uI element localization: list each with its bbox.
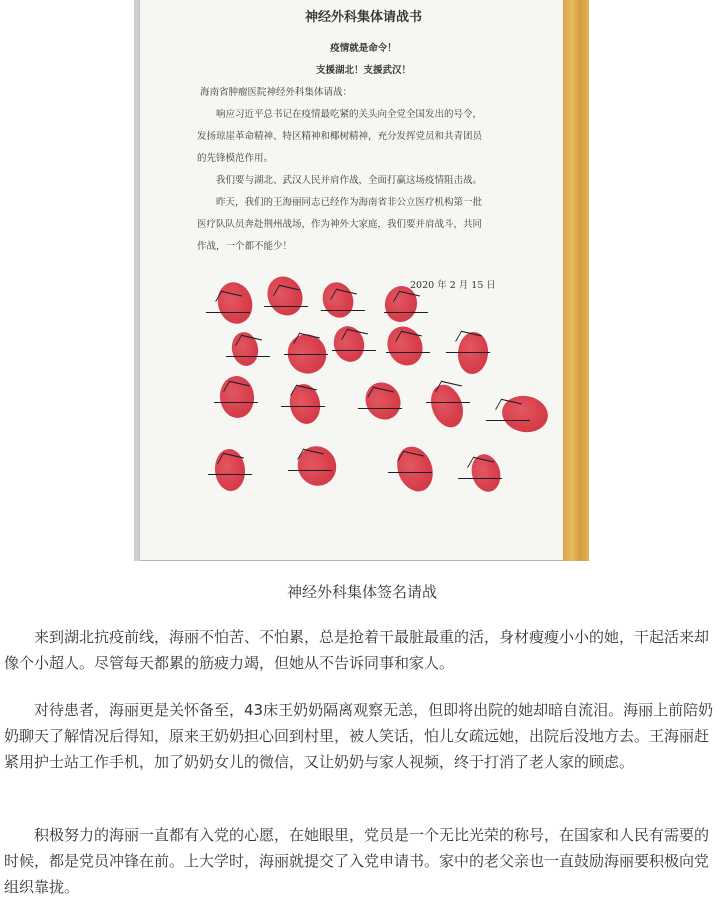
signature <box>288 448 340 471</box>
petition-photo <box>134 0 589 561</box>
signature <box>458 456 510 479</box>
signature <box>358 386 410 409</box>
petition-line: 我们要与湖北、武汉人民并肩作战，全面打赢这场疫情阻击战。 <box>216 175 483 186</box>
signature <box>426 380 478 403</box>
signature <box>281 384 333 407</box>
wooden-edge <box>563 0 589 561</box>
signature <box>284 332 336 355</box>
signature <box>321 288 373 311</box>
signature <box>206 290 258 313</box>
petition-line: 发扬琼崖革命精神、特区精神和椰树精神，充分发挥党员和共青团员 <box>197 131 483 142</box>
petition-slogan-1: 疫情就是命令！ <box>330 43 397 54</box>
petition-line: 作战，一个都不能少！ <box>197 241 293 252</box>
signature <box>384 290 436 313</box>
petition-date: 2020 年 2 月 15 日 <box>410 280 496 291</box>
signature <box>486 398 538 421</box>
signature <box>264 284 316 307</box>
petition-line: 海南省肿瘤医院神经外科集体请战： <box>200 87 353 98</box>
signature <box>388 450 440 473</box>
signature <box>332 328 384 351</box>
signature <box>214 380 266 403</box>
petition-paper <box>140 0 587 560</box>
petition-line: 昨天，我们的王海丽同志已经作为海南省非公立医疗机构第一批 <box>216 197 483 208</box>
signature <box>446 330 498 353</box>
article-paragraph-2: 对待患者，海丽更是关怀备至，43床王奶奶隔离观察无恙，但即将出院的她却暗自流泪。海丽上前陪奶奶聊天了解情况后得知，原来王奶奶担心回到村里，被人笑话，怕儿女疏远她，出院后没地方去。王海丽赶紧用护士站工作手机，加了奶奶女儿的微信，又让奶奶与家人视频，终于打消了老人家的顾虑。 <box>4 701 714 771</box>
signature <box>208 452 260 475</box>
photo-caption: 神经外科集体签名请战 <box>286 583 437 601</box>
petition-line: 响应习近平总书记在疫情最吃紧的关头向全党全国发出的号令， <box>216 109 483 120</box>
article-paragraph-3: 积极努力的海丽一直都有入党的心愿，在她眼里，党员是一个无比光荣的称号，在国家和人民有需要的时候，都是党员冲锋在前。上大学时，海丽就提交了入党申请书。家中的老父亲也一直鼓励海丽要积极向党组织靠拢。 <box>4 826 710 896</box>
signature <box>226 334 278 357</box>
petition-line: 的先锋模范作用。 <box>197 153 274 164</box>
petition-slogan-2: 支援湖北！支援武汉！ <box>315 65 411 76</box>
petition-title: 神经外科集体请战书 <box>304 10 422 25</box>
signature <box>386 330 438 353</box>
petition-line: 医疗队队员奔赴荆州战场，作为神外大家庭，我们要并肩战斗，共同 <box>197 219 483 230</box>
article-paragraph-1: 来到湖北抗疫前线，海丽不怕苦、不怕累，总是抢着干最脏最重的活，身材瘦瘦小小的她，干起活来却像个小超人。尽管每天都累的筋疲力竭，但她从不告诉同事和家人。 <box>4 628 710 672</box>
